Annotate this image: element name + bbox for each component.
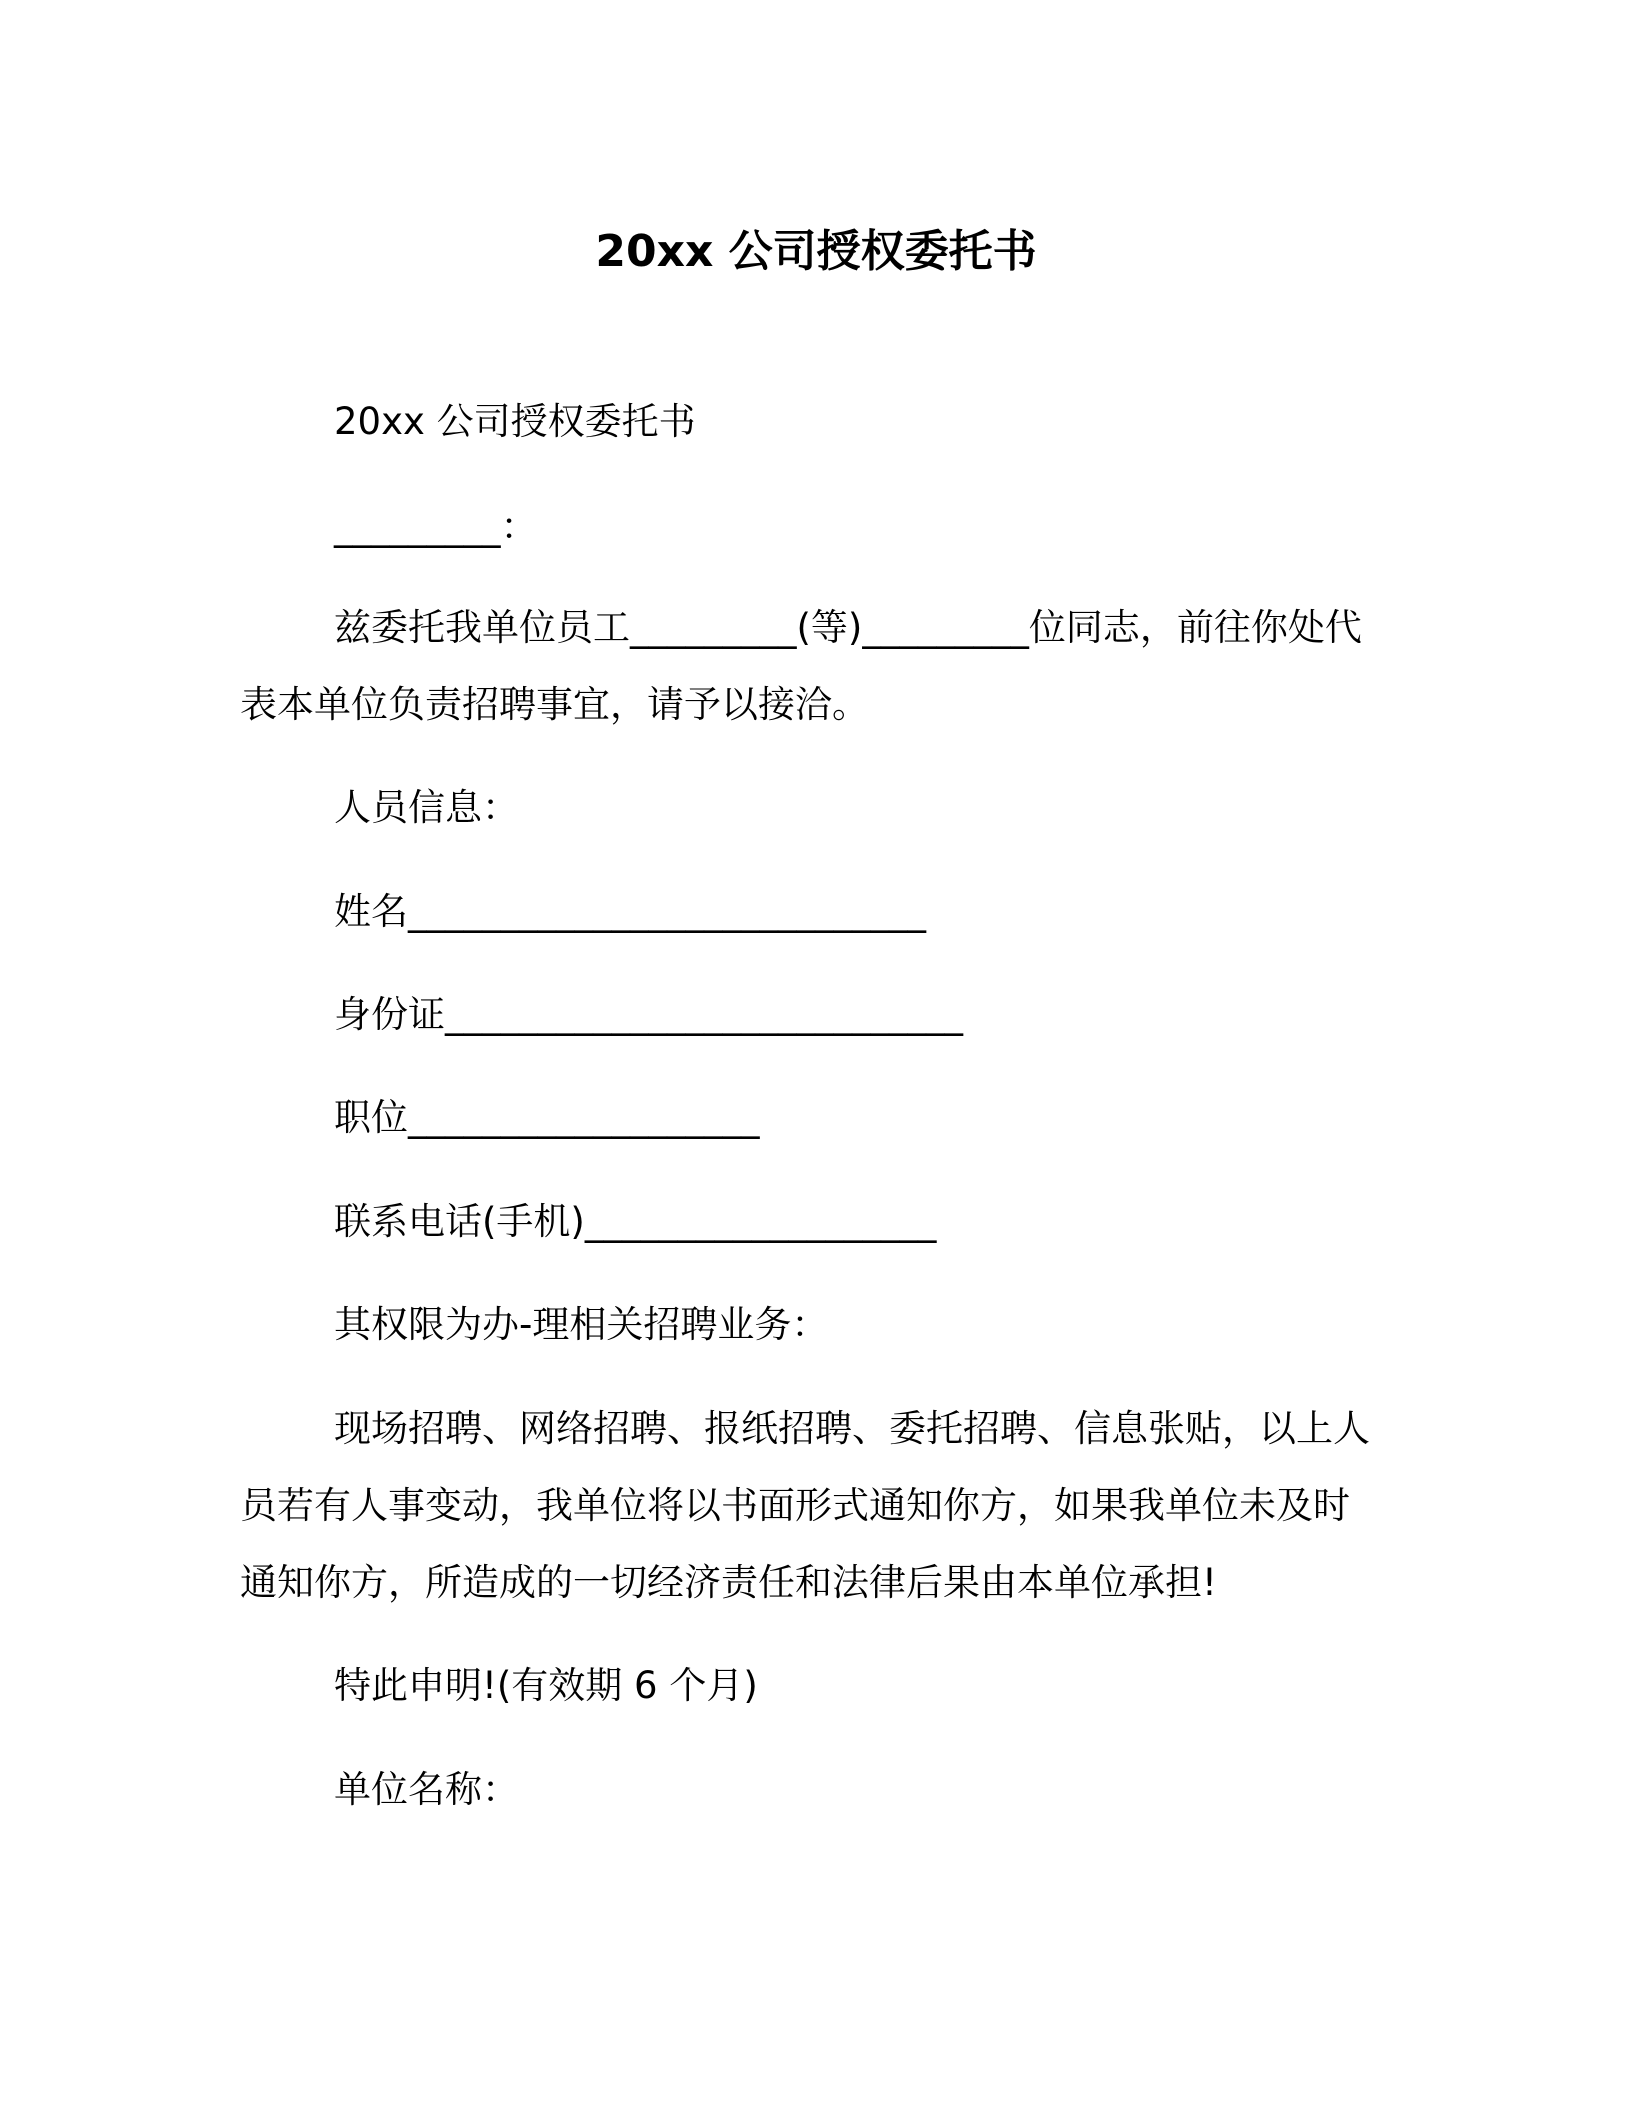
authority-heading: 其权限为办-理相关招聘业务： xyxy=(334,1303,829,1346)
paragraph-1-line-2: 表本单位负责招聘事宜，请予以接洽。 xyxy=(240,683,869,726)
position-field-line: 职位___________________ xyxy=(334,1096,760,1139)
personnel-heading: 人员信息： xyxy=(334,786,519,829)
paragraph-2-line-1: 现场招聘、网络招聘、报纸招聘、委托招聘、信息张贴，以上人 xyxy=(334,1407,1370,1450)
declaration-line: 特此申明!(有效期 6 个月) xyxy=(334,1664,758,1707)
paragraph-1-line-1: 兹委托我单位员工_________(等)_________位同志，前往你处代 xyxy=(334,606,1362,649)
id-field-line: 身份证____________________________ xyxy=(334,993,963,1036)
paragraph-2-line-3: 通知你方，所造成的一切经济责任和法律后果由本单位承担! xyxy=(240,1561,1217,1604)
paragraph-2-line-2: 员若有人事变动，我单位将以书面形式通知你方，如果我单位未及时 xyxy=(240,1484,1350,1527)
name-field-line: 姓名____________________________ xyxy=(334,890,926,933)
document-subtitle: 20xx 公司授权委托书 xyxy=(334,400,696,443)
document-title: 20xx 公司授权委托书 xyxy=(595,226,1037,277)
salutation-line: _________： xyxy=(334,505,538,548)
phone-field-line: 联系电话(手机)___________________ xyxy=(334,1200,937,1243)
unit-name-label: 单位名称： xyxy=(334,1768,519,1811)
